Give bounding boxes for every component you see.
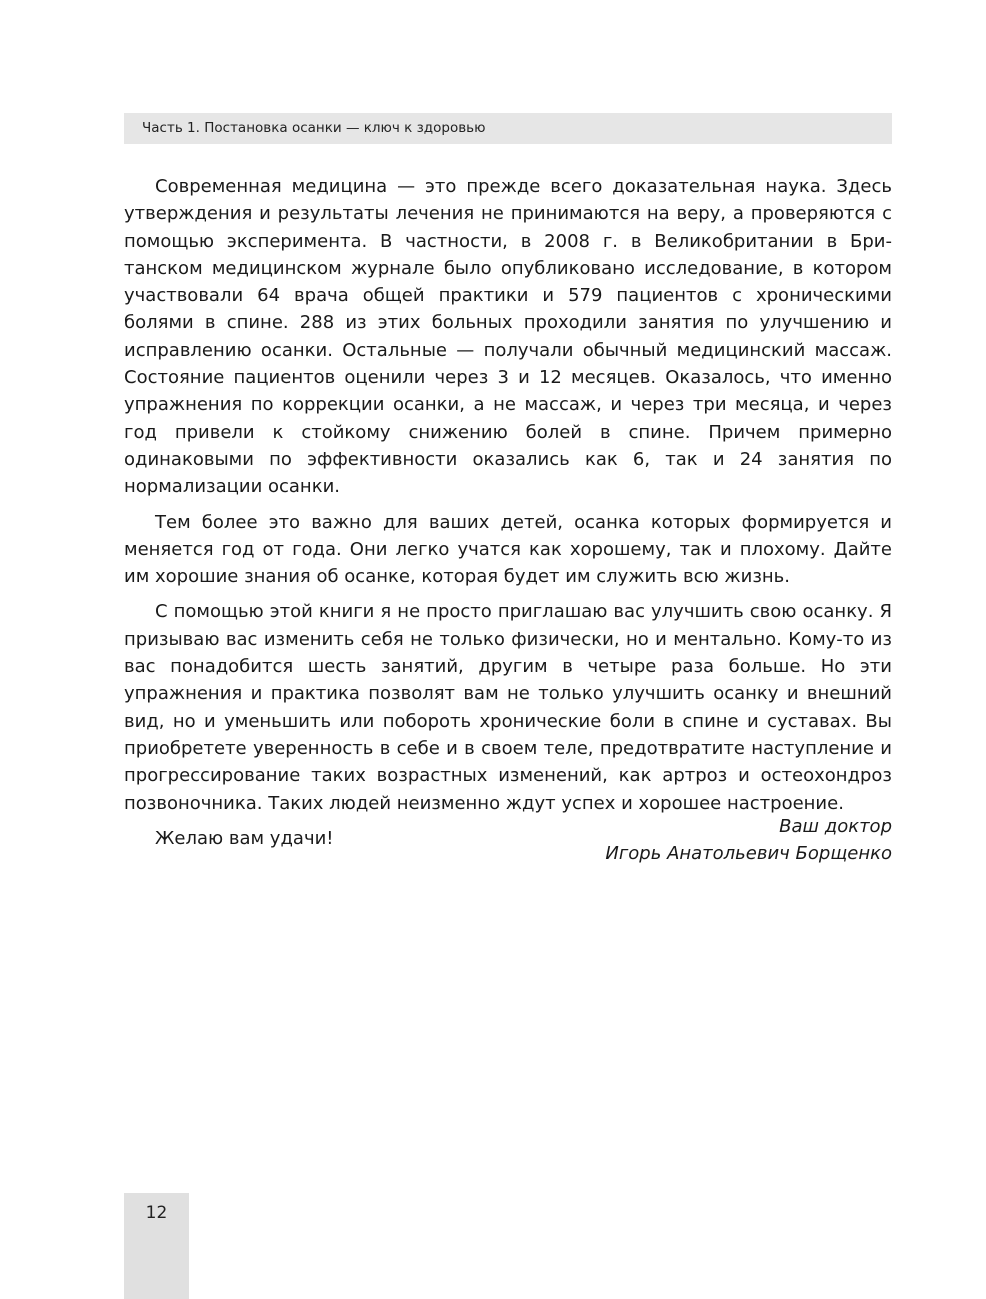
signature (124, 813, 892, 868)
body-text (124, 173, 892, 860)
paragraph-4: Желаю вам удачи! (155, 827, 334, 849)
page-number: 12 (145, 1203, 168, 1223)
page-number-box (124, 1193, 189, 1299)
paragraph-1: Современная медицина — это прежде всего доказательная наука. Здесь утверждения и результаты лечения не принимаются на веру, а проверяются с помощью эксперимента. В частности, в 2008 г. в Великобритании в Британском медицинском журнале было опубликовано исследование, в котором участвовали 64 врача общей практики и 579 пациентов с хроническими болями в спине. 288 из этих больных проходили занятия по улучшению и исправлению осанки. Остальные — получали обычный медицинский массаж. Состояние пациентов оценили через 3 и 12 месяцев. Оказалось, что именно упражнения по коррекции осанки, а не массаж, и через три месяца, и через год привели к стойкому снижению болей в спине. Причем примерно одинаковыми по эффективности оказались как 6, так и 24 занятия по нормализации осанки. (124, 176, 892, 498)
signature-line-2: Игорь Анатольевич Борщенко (605, 843, 892, 865)
paragraph-3: С помощью этой книги я не просто приглашаю вас улучшить свою осанку. Я призываю вас изменить себя не только физически, но и ментально. Кому-то из вас понадобится шесть занятий, другим в четыре раза больше. Но эти упражнения и практика позволят вам не только улучшить осанку и внешний вид, но и уменьшить или побороть хронические боли в спине и суставах. Вы приобретете уверенность в себе и в своем теле, предотвратите наступление и прогрессирование таких возрастных изменений, как артроз и остеохондроз позвоночника. Таких людей неизменно ждут успех и хорошее настроение. (124, 601, 892, 814)
signature-line-1: Ваш доктор (779, 816, 892, 837)
running-header (124, 113, 892, 144)
running-title: Часть 1. Постановка осанки — ключ к здоровью (142, 120, 486, 136)
paragraph-2: Тем более это важно для ваших детей, осанка которых формируется и меняется год от года. Они легко учатся как хорошему, так и плохому. Дайте им хорошие знания об осанке, которая будет им служить всю жизнь. (124, 511, 892, 588)
